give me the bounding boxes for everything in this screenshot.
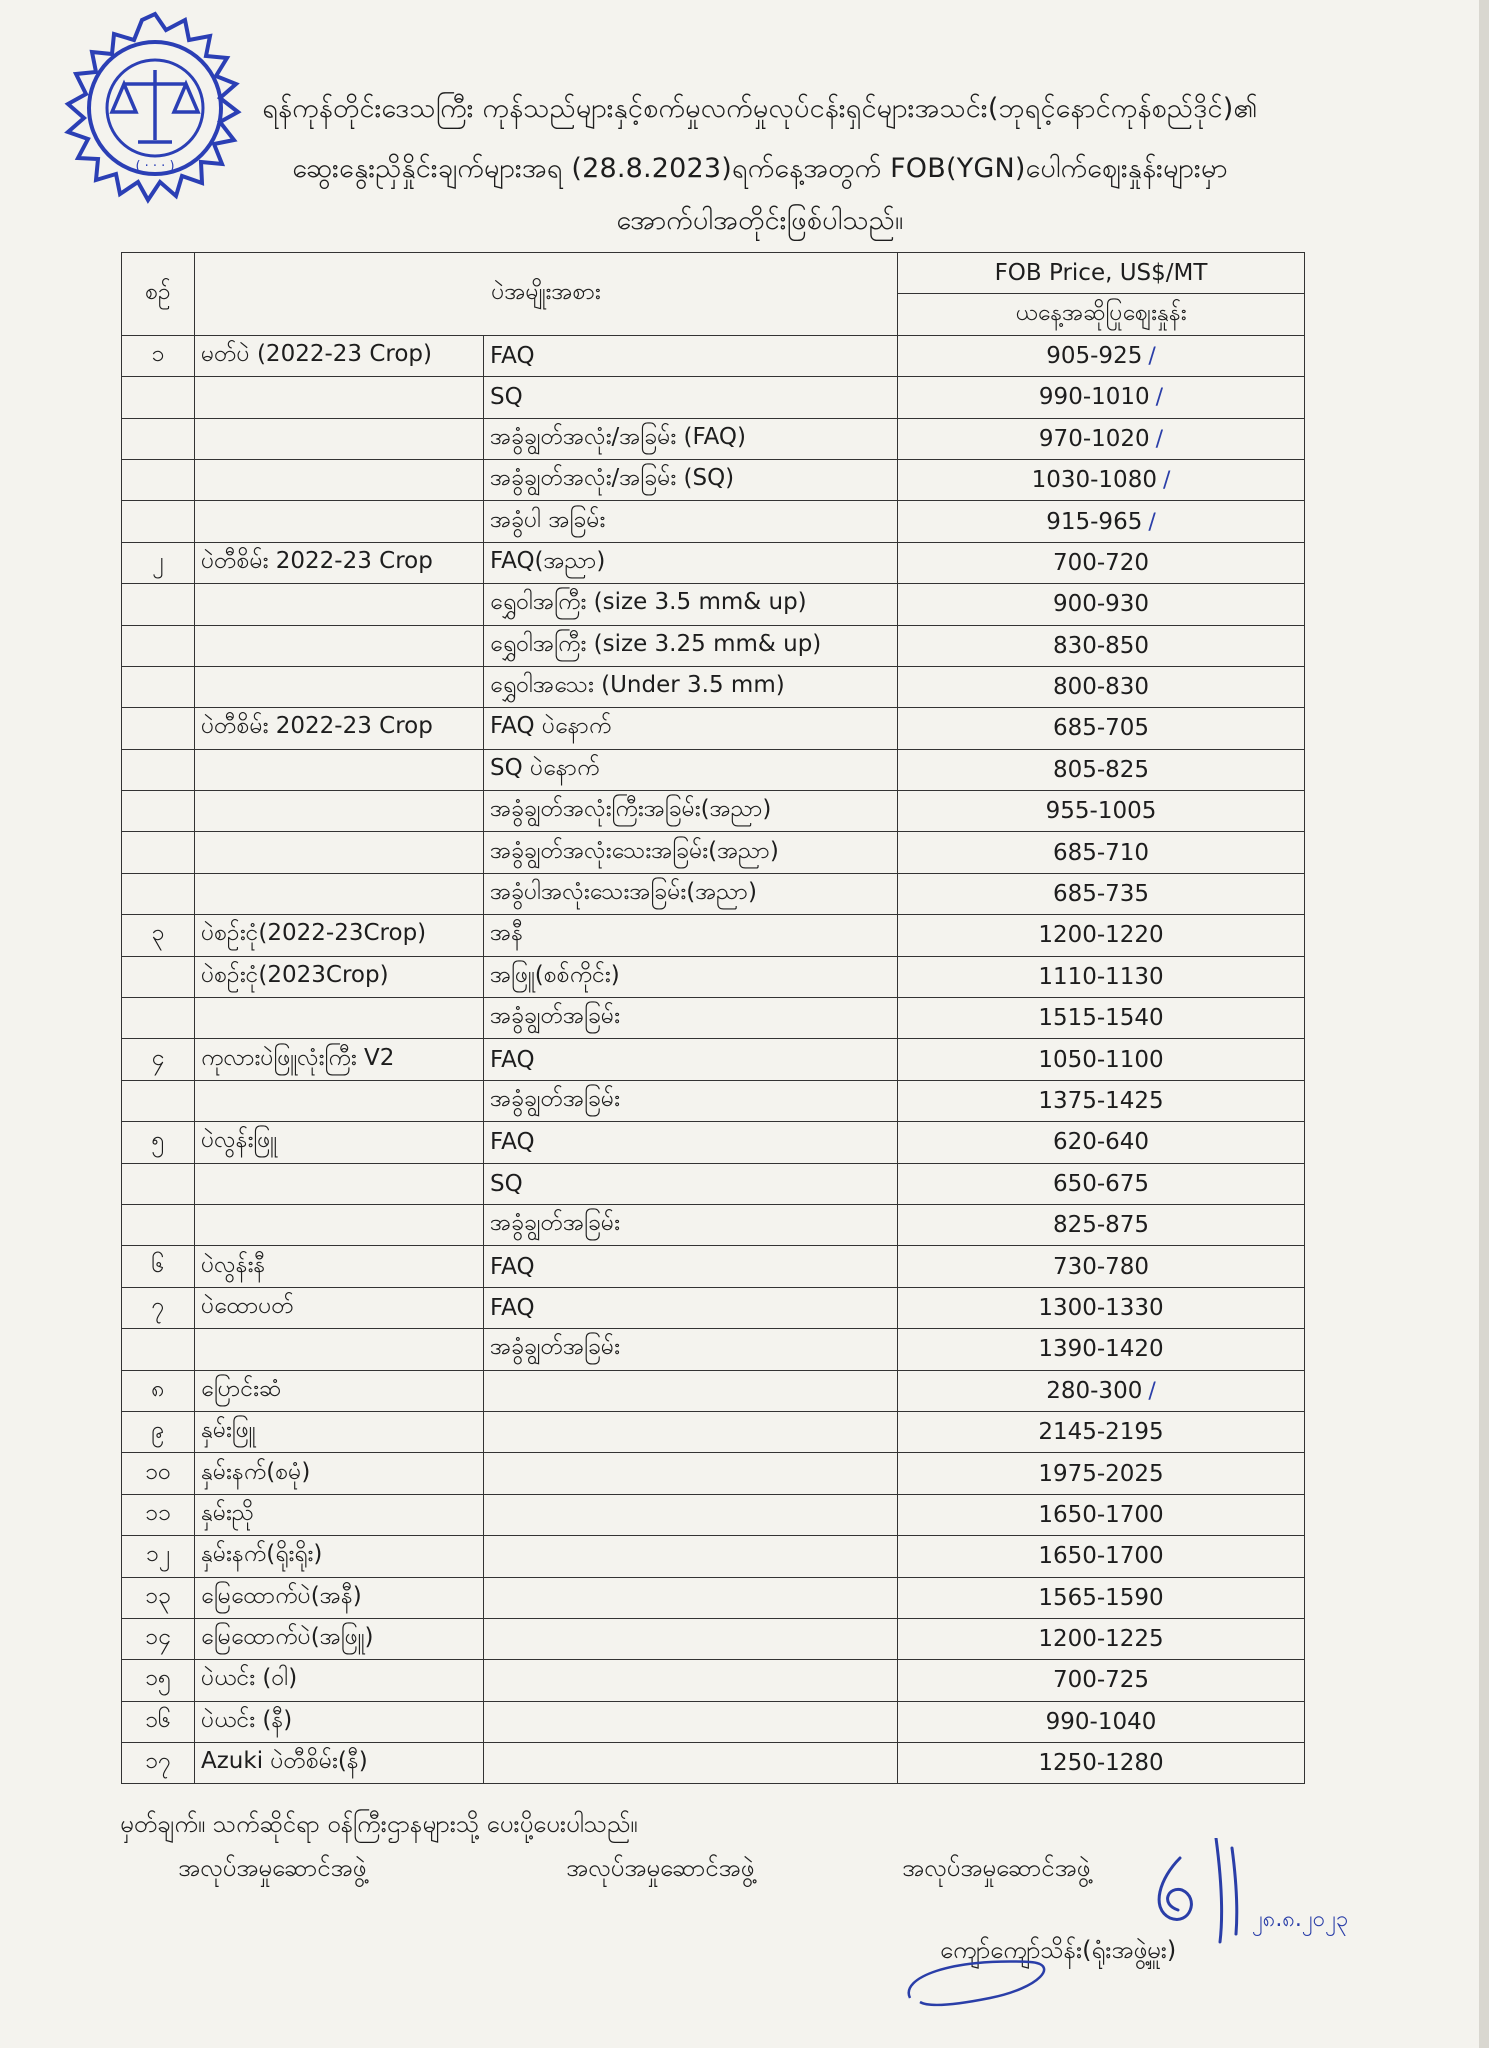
- row-number: [122, 1577, 195, 1618]
- row-item-name: [195, 1536, 484, 1577]
- table-row: [122, 666, 1305, 707]
- row-grade: [484, 1039, 898, 1080]
- table-row: [122, 708, 1305, 749]
- row-item-name-text: နှမ်းနက်(စမုံ): [201, 1458, 311, 1485]
- row-grade: [484, 501, 898, 542]
- row-price: [898, 1453, 1305, 1494]
- row-price-text: 1200-1220: [1038, 922, 1164, 949]
- row-grade: [484, 1701, 898, 1742]
- row-price-text: 990-1010: [1038, 384, 1150, 411]
- row-item-name: [195, 1411, 484, 1452]
- row-number-text: ၁၄: [145, 1624, 171, 1651]
- table-row: [122, 1329, 1305, 1370]
- row-number-text: ၁၆: [145, 1706, 171, 1733]
- row-item-name: [195, 873, 484, 914]
- row-number: [122, 1163, 195, 1204]
- row-number-text: ၈: [151, 1375, 165, 1402]
- table-row: [122, 998, 1305, 1039]
- row-price: [898, 998, 1305, 1039]
- row-item-name: [195, 956, 484, 997]
- row-price-text: 900-930: [1052, 591, 1150, 618]
- row-price: [898, 1536, 1305, 1577]
- row-number: [122, 915, 195, 956]
- row-price-text: 800-830: [1052, 674, 1150, 701]
- check-mark-icon: /: [1148, 509, 1156, 535]
- table-row: [122, 377, 1305, 418]
- row-grade: [484, 459, 898, 500]
- row-grade: [484, 1494, 898, 1535]
- table-row: [122, 956, 1305, 997]
- row-price: [898, 542, 1305, 583]
- row-number-text: ၁၃: [145, 1582, 171, 1609]
- row-grade: [484, 915, 898, 956]
- row-number: [122, 666, 195, 707]
- check-mark-icon: /: [1162, 468, 1171, 494]
- row-item-name: [195, 998, 484, 1039]
- row-price: [898, 832, 1305, 873]
- header-line-3: အောက်ပါအတိုင်းဖြစ်ပါသည်။: [616, 205, 904, 236]
- row-item-name-text: ပဲလွန်းဖြူ: [201, 1127, 278, 1154]
- row-item-name: [195, 418, 484, 459]
- row-price-text: 805-825: [1052, 756, 1150, 783]
- row-item-name: [195, 1204, 484, 1245]
- row-grade-text: အခွံပါ အခြမ်း: [490, 506, 606, 533]
- row-item-name: [195, 1329, 484, 1370]
- row-price: [898, 459, 1305, 500]
- svg-text:( · · · ): ( · · · ): [135, 159, 175, 174]
- row-number: [122, 998, 195, 1039]
- header-line-2: ဆွေးနွေးညှိနှိုင်းချက်များအရ (28.8.2023)ရက်နေ့အတွက် FOB(YGN)ပေါက်ဈေးနှုန်းများမှာ: [292, 153, 1228, 184]
- row-grade: [484, 1080, 898, 1121]
- row-item-name: [195, 1080, 484, 1121]
- row-price-text: 1110-1130: [1038, 963, 1164, 990]
- row-item-name-text: ပြောင်းဆံ: [201, 1375, 282, 1402]
- row-price-text: 730-780: [1052, 1253, 1150, 1280]
- row-grade-text: FAQ: [490, 342, 535, 369]
- row-item-name-text: ပဲစဉ်းငုံ(2023Crop): [201, 961, 389, 988]
- row-price: [898, 418, 1305, 459]
- row-number-text: ၃: [151, 920, 165, 947]
- row-price: [898, 791, 1305, 832]
- table-row: [122, 1453, 1305, 1494]
- check-mark-icon: /: [1155, 426, 1164, 452]
- row-price-text: 1390-1420: [1038, 1336, 1164, 1363]
- row-grade: [484, 584, 898, 625]
- row-grade-text: ရွှေဝါအကြီး (size 3.5 mm& up): [490, 589, 807, 616]
- row-grade: [484, 1329, 898, 1370]
- row-price: [898, 1246, 1305, 1287]
- row-price: [898, 584, 1305, 625]
- row-grade: [484, 666, 898, 707]
- check-mark-icon: /: [1155, 385, 1164, 411]
- row-price: [898, 501, 1305, 542]
- row-grade: [484, 1204, 898, 1245]
- table-row: [122, 1660, 1305, 1701]
- row-grade: [484, 1246, 898, 1287]
- row-item-name-text: မတ်ပဲ (2022-23 Crop): [201, 340, 432, 367]
- row-item-name: [195, 1577, 484, 1618]
- row-number-text: ၁၅: [145, 1665, 171, 1692]
- row-price-text: 1200-1225: [1038, 1626, 1164, 1653]
- row-number-text: ၅: [151, 1127, 165, 1154]
- row-price-text: 685-705: [1052, 715, 1150, 742]
- row-number: [122, 1494, 195, 1535]
- row-item-name: [195, 666, 484, 707]
- row-price-text: 685-735: [1052, 881, 1150, 908]
- table-row: [122, 915, 1305, 956]
- row-price-text: 830-850: [1052, 632, 1150, 659]
- row-number: [122, 1743, 195, 1784]
- row-item-name: [195, 1660, 484, 1701]
- row-price: [898, 1287, 1305, 1328]
- row-grade: [484, 1743, 898, 1784]
- row-item-name-text: မြေထောက်ပဲ(အနီ): [201, 1582, 362, 1609]
- row-number: [122, 1246, 195, 1287]
- row-item-name: [195, 1370, 484, 1411]
- row-grade: [484, 1536, 898, 1577]
- row-number: [122, 749, 195, 790]
- row-price: [898, 1494, 1305, 1535]
- row-number: [122, 1411, 195, 1452]
- row-price-text: 1375-1425: [1038, 1088, 1164, 1114]
- row-number: [122, 501, 195, 542]
- row-item-name: [195, 1494, 484, 1535]
- row-price: [898, 1039, 1305, 1080]
- row-number: [122, 1080, 195, 1121]
- row-item-name: [195, 1163, 484, 1204]
- table-row: [122, 1743, 1305, 1784]
- row-number-text: ၉: [151, 1417, 165, 1444]
- row-price-text: 1650-1700: [1038, 1543, 1164, 1570]
- row-price: [898, 335, 1305, 376]
- row-grade-text: အနီ: [490, 920, 524, 947]
- row-item-name-text: နှမ်းဖြူ: [201, 1417, 256, 1444]
- row-grade-text: အခွံချွတ်အလုံးသေးအခြမ်း(အညာ): [490, 837, 779, 864]
- row-grade: [484, 998, 898, 1039]
- row-number-text: ၁၂: [145, 1541, 171, 1568]
- table-row: [122, 418, 1305, 459]
- row-price-text: 2145-2195: [1038, 1419, 1164, 1446]
- table-row: [122, 625, 1305, 666]
- row-item-name: [195, 335, 484, 376]
- row-item-name-text: Azuki ပဲတီစိမ်း(နီ): [201, 1748, 368, 1775]
- row-grade: [484, 956, 898, 997]
- row-price: [898, 915, 1305, 956]
- row-number: [122, 459, 195, 500]
- row-number: [122, 1370, 195, 1411]
- row-number: [122, 1701, 195, 1742]
- table-row: [122, 335, 1305, 376]
- row-item-name: [195, 1618, 484, 1659]
- row-grade: [484, 1163, 898, 1204]
- signer-name: ကျော်ကျော်သိန်း(ရုံးအဖွဲ့မှူး): [940, 1936, 1177, 1964]
- row-grade: [484, 1122, 898, 1163]
- row-number: [122, 1329, 195, 1370]
- column-header-fob: FOB Price, US$/MT: [898, 253, 1305, 294]
- table-row: [122, 1370, 1305, 1411]
- table-row: [122, 1536, 1305, 1577]
- row-number-text: ၁၀: [145, 1458, 171, 1485]
- row-number-text: ၆: [151, 1251, 165, 1278]
- row-price-text: 990-1040: [1045, 1708, 1157, 1735]
- row-grade: [484, 1453, 898, 1494]
- row-number-text: ၂: [152, 547, 164, 574]
- row-item-name: [195, 501, 484, 542]
- table-row: [122, 832, 1305, 873]
- committee-label-1: အလုပ်အမှုဆောင်အဖွဲ့: [178, 1854, 367, 1882]
- row-number: [122, 832, 195, 873]
- column-header-no: စဉ်: [122, 253, 195, 336]
- row-grade: [484, 708, 898, 749]
- row-grade: [484, 1287, 898, 1328]
- row-price-text: 650-675: [1052, 1170, 1150, 1197]
- row-item-name: [195, 1743, 484, 1784]
- row-grade-text: အခွံချွတ်အခြမ်း: [490, 1086, 620, 1112]
- remark-note: မှတ်ချက်။ သက်ဆိုင်ရာ ဝန်ကြီးဌာနများသို့ ပေးပို့ပေးပါသည်။: [120, 1810, 638, 1838]
- table-row: [122, 1618, 1305, 1659]
- row-grade-text: FAQ: [490, 1253, 535, 1280]
- row-price-text: 1515-1540: [1038, 1005, 1164, 1032]
- row-grade: [484, 542, 898, 583]
- row-grade-text: FAQ: [490, 1294, 535, 1321]
- row-price-text: 825-875: [1052, 1212, 1150, 1239]
- row-number: [122, 1204, 195, 1245]
- row-number: [122, 1287, 195, 1328]
- row-price-text: 280-300: [1046, 1377, 1143, 1404]
- row-number: [122, 1039, 195, 1080]
- table-row: [122, 1411, 1305, 1452]
- row-price: [898, 1122, 1305, 1163]
- header-line-1: ရန်ကုန်တိုင်းဒေသကြီး ကုန်သည်များနှင့်စက်မှုလက်မှုလုပ်ငန်းရှင်များအသင်း(ဘုရင့်နောင်ကုန်စည်ဒိုင်)၏: [262, 93, 1258, 124]
- row-price: [898, 1080, 1305, 1121]
- row-number: [122, 956, 195, 997]
- price-table: [121, 252, 1305, 1784]
- row-grade-text: ရွှေဝါအကြီး (size 3.25 mm& up): [490, 630, 822, 657]
- row-grade-text: FAQ ပဲနောက်: [490, 713, 612, 740]
- row-grade: [484, 1411, 898, 1452]
- row-price: [898, 1577, 1305, 1618]
- row-number: [122, 335, 195, 376]
- signature-date: ၂၈.၈.၂၀၂၃: [1252, 1907, 1349, 1932]
- table-row: [122, 501, 1305, 542]
- row-price: [898, 1660, 1305, 1701]
- row-number: [122, 708, 195, 749]
- table-row: [122, 1577, 1305, 1618]
- row-item-name: [195, 1701, 484, 1742]
- row-price-text: 1050-1100: [1038, 1046, 1164, 1073]
- row-price-text: 970-1020: [1038, 425, 1150, 452]
- committee-label-2: အလုပ်အမှုဆောင်အဖွဲ့: [566, 1854, 755, 1882]
- row-item-name: [195, 832, 484, 873]
- paper-edge: [1479, 0, 1489, 2048]
- row-number: [122, 584, 195, 625]
- row-grade-text: SQ ပဲနောက်: [490, 754, 600, 781]
- table-row: [122, 873, 1305, 914]
- row-grade-text: FAQ(အညာ): [490, 547, 606, 574]
- row-price: [898, 1329, 1305, 1370]
- row-price: [898, 377, 1305, 418]
- row-number-text: ၄: [151, 1044, 165, 1071]
- row-grade-text: အခွံပါအလုံးသေးအခြမ်း(အညာ): [490, 879, 757, 906]
- row-grade: [484, 791, 898, 832]
- row-item-name-text: ကုလားပဲဖြူလုံးကြီး V2: [201, 1044, 395, 1071]
- row-price: [898, 708, 1305, 749]
- row-grade: [484, 1660, 898, 1701]
- row-item-name: [195, 1453, 484, 1494]
- table-row: [122, 584, 1305, 625]
- row-price: [898, 625, 1305, 666]
- row-price-text: 620-640: [1052, 1129, 1150, 1156]
- row-grade-text: အခွံချွတ်အလုံး/အခြမ်း (SQ): [490, 465, 735, 492]
- row-grade: [484, 625, 898, 666]
- row-price: [898, 1701, 1305, 1742]
- row-item-name: [195, 584, 484, 625]
- row-grade: [484, 1370, 898, 1411]
- table-row: [122, 1287, 1305, 1328]
- row-number: [122, 873, 195, 914]
- table-row: [122, 791, 1305, 832]
- row-number: [122, 625, 195, 666]
- price-table-body: [122, 335, 1305, 1784]
- row-number: [122, 1660, 195, 1701]
- row-grade-text: အဖြူ(စစ်ကိုင်း): [490, 961, 620, 988]
- row-item-name: [195, 625, 484, 666]
- table-row: [122, 1039, 1305, 1080]
- row-number: [122, 1122, 195, 1163]
- row-grade-text: အခွံချွတ်အခြမ်း: [490, 1334, 620, 1361]
- row-price-text: 1250-1280: [1038, 1750, 1164, 1777]
- row-item-name: [195, 1246, 484, 1287]
- row-grade: [484, 873, 898, 914]
- row-item-name: [195, 915, 484, 956]
- check-mark-icon: /: [1148, 343, 1156, 369]
- committee-label-3: အလုပ်အမှုဆောင်အဖွဲ့: [902, 1854, 1091, 1882]
- row-price-text: 1650-1700: [1038, 1501, 1164, 1528]
- row-item-name: [195, 377, 484, 418]
- table-row: [122, 1494, 1305, 1535]
- row-price-text: 685-710: [1052, 839, 1150, 866]
- row-item-name-text: ပဲတီစိမ်း 2022-23 Crop: [201, 547, 433, 574]
- row-grade-text: အခွံချွတ်အခြမ်း: [490, 1003, 620, 1030]
- row-grade-text: FAQ: [490, 1046, 535, 1073]
- column-header-today-price: ယနေ့အဆိုပြုဈေးနှုန်း: [898, 294, 1305, 335]
- row-grade: [484, 377, 898, 418]
- check-mark-icon: /: [1148, 1378, 1156, 1404]
- row-grade-text: ရွှေဝါအသေး (Under 3.5 mm): [490, 672, 785, 699]
- row-item-name: [195, 459, 484, 500]
- row-price-text: 700-720: [1052, 549, 1150, 576]
- row-item-name: [195, 542, 484, 583]
- row-item-name-text: မြေထောက်ပဲ(အဖြူ): [201, 1624, 374, 1651]
- row-grade-text: အခွံချွတ်အခြမ်း: [490, 1210, 620, 1237]
- row-item-name-text: နှမ်းနက်(ရိုးရိုး): [201, 1541, 323, 1568]
- row-number: [122, 1453, 195, 1494]
- row-price-text: 1030-1080: [1031, 467, 1157, 494]
- row-grade: [484, 1577, 898, 1618]
- row-price: [898, 1163, 1305, 1204]
- row-grade: [484, 418, 898, 459]
- row-price-text: 915-965: [1046, 508, 1143, 535]
- row-item-name: [195, 708, 484, 749]
- row-item-name-text: ပဲယင်း (ဝါ): [201, 1665, 298, 1692]
- row-number: [122, 1618, 195, 1659]
- row-number: [122, 542, 195, 583]
- row-number-text: ၁၁: [145, 1499, 171, 1526]
- row-price: [898, 956, 1305, 997]
- row-number: [122, 791, 195, 832]
- row-item-name-text: ပဲလွန်းနီ: [201, 1251, 266, 1278]
- row-item-name-text: ပဲယင်း (နီ): [201, 1706, 293, 1733]
- table-row: [122, 459, 1305, 500]
- row-grade-text: FAQ: [490, 1129, 535, 1156]
- table-row: [122, 1163, 1305, 1204]
- table-row: [122, 1080, 1305, 1121]
- row-number-text: ၇: [151, 1292, 165, 1319]
- row-grade: [484, 832, 898, 873]
- row-price: [898, 749, 1305, 790]
- row-price-text: 1975-2025: [1038, 1460, 1164, 1487]
- row-item-name-text: ပဲတီစိမ်း 2022-23 Crop: [201, 713, 433, 740]
- row-number: [122, 377, 195, 418]
- row-price: [898, 1370, 1305, 1411]
- table-row: [122, 749, 1305, 790]
- table-row: [122, 1122, 1305, 1163]
- row-price-text: 1300-1330: [1038, 1294, 1164, 1321]
- ink-scribble-icon: [890, 1938, 1080, 2018]
- row-grade-text: အခွံချွတ်အလုံးကြီးအခြမ်း(အညာ): [490, 796, 772, 823]
- row-grade: [484, 335, 898, 376]
- row-number-text: ၁၇: [145, 1748, 171, 1775]
- row-item-name: [195, 749, 484, 790]
- table-row: [122, 1701, 1305, 1742]
- row-item-name: [195, 1039, 484, 1080]
- table-row: [122, 1246, 1305, 1287]
- row-price: [898, 1204, 1305, 1245]
- row-number-text: ၁: [151, 340, 165, 367]
- row-price-text: 1565-1590: [1038, 1584, 1164, 1611]
- row-item-name: [195, 791, 484, 832]
- row-item-name-text: ပဲထောပတ်: [201, 1292, 294, 1319]
- row-price-text: 955-1005: [1045, 798, 1157, 825]
- row-price: [898, 1743, 1305, 1784]
- row-grade-text: SQ: [490, 1170, 523, 1197]
- table-row: [122, 542, 1305, 583]
- row-item-name: [195, 1287, 484, 1328]
- row-grade-text: SQ: [490, 384, 523, 411]
- row-grade-text: အခွံချွတ်အလုံး/အခြမ်း (FAQ): [490, 423, 746, 450]
- row-price: [898, 873, 1305, 914]
- row-price: [898, 1618, 1305, 1659]
- row-item-name-text: နှမ်းညို: [201, 1499, 255, 1526]
- row-price: [898, 1411, 1305, 1452]
- row-number: [122, 418, 195, 459]
- row-item-name: [195, 1122, 484, 1163]
- row-number: [122, 1536, 195, 1577]
- row-grade: [484, 749, 898, 790]
- row-price-text: 905-925: [1046, 342, 1143, 369]
- row-item-name-text: ပဲစဉ်းငုံ(2022-23Crop): [201, 920, 427, 947]
- row-price-text: 700-725: [1052, 1667, 1150, 1694]
- table-row: [122, 1204, 1305, 1245]
- row-grade: [484, 1618, 898, 1659]
- column-header-item: ပဲအမျိုးအစား: [195, 253, 898, 336]
- row-price: [898, 666, 1305, 707]
